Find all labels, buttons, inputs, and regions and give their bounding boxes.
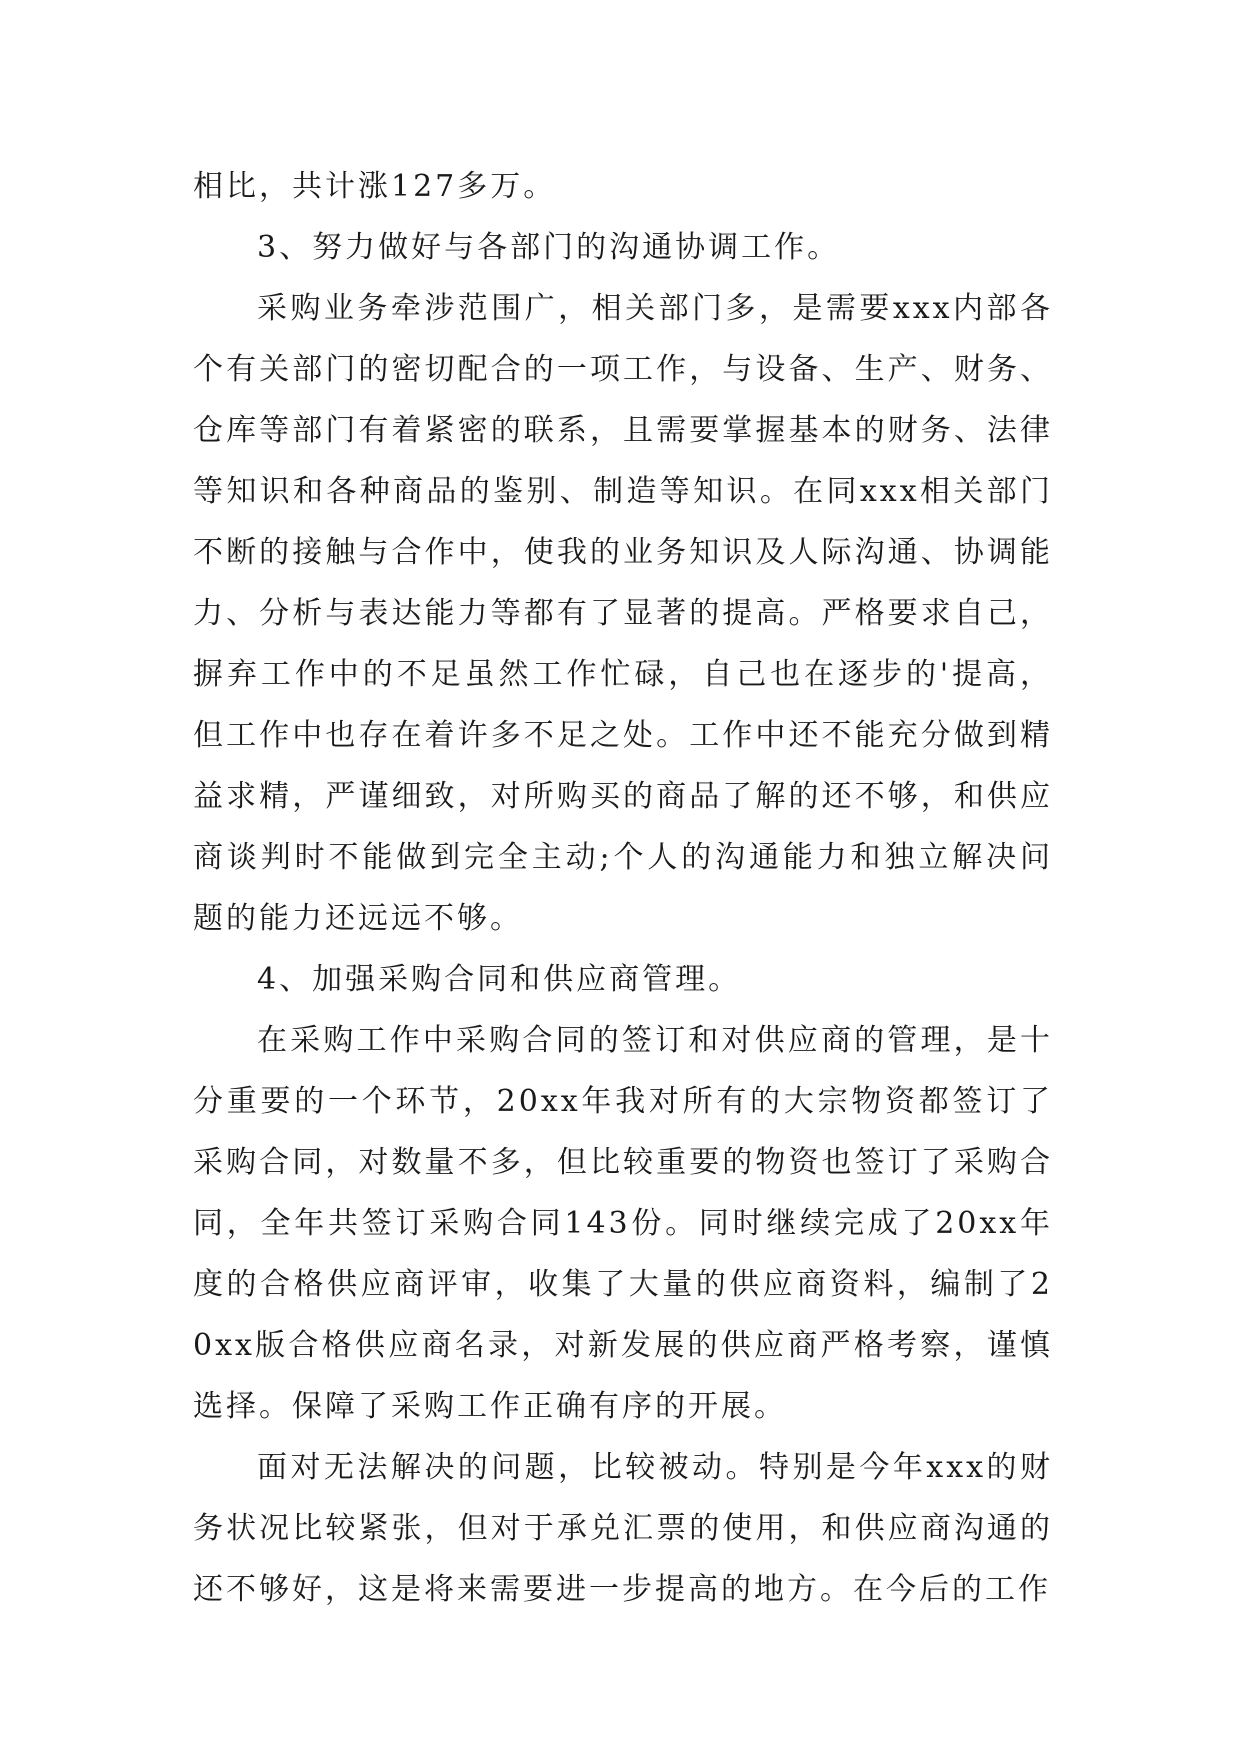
paragraph: 相比，共计涨127多万。 xyxy=(193,169,557,204)
section-heading: 3、努力做好与各部门的沟通协调工作。 xyxy=(257,230,841,265)
paragraph: 面对无法解决的问题，比较被动。特别是今年xxx的财务状况比较紧张，但对于承兑汇票的使用，和供应商沟通的还不够好，这是将来需要进一步提高的地方。在今后的工作 xyxy=(193,1450,1053,1607)
body-text xyxy=(193,156,1053,1620)
paragraph: 采购业务牵涉范围广，相关部门多，是需要xxx内部各个有关部门的密切配合的一项工作，与设备、生产、财务、仓库等部门有着紧密的联系，且需要掌握基本的财务、法律等知识和各种商品的鉴别、制造等知识。在同xxx相关部门不断的接触与合作中，使我的业务知识及人际沟通、协调能力、分析与表达能力等都有了显著的提高。严格要求自己，摒弃工作中的不足虽然工作忙碌，自己也在逐步的'提高，但工作中也存在着许多不足之处。工作中还不能充分做到精益求精，严谨细致，对所购买的商品了解的还不够，和供应商谈判时不能做到完全主动;个人的沟通能力和独立解决问题的能力还远远不够。 xyxy=(193,291,1053,936)
paragraph: 在采购工作中采购合同的签订和对供应商的管理，是十分重要的一个环节，20xx年我对所有的大宗物资都签订了采购合同，对数量不多，但比较重要的物资也签订了采购合同，全年共签订采购合同143份。同时继续完成了20xx年度的合格供应商评审，收集了大量的供应商资料，编制了20xx版合格供应商名录，对新发展的供应商严格考察，谨慎选择。保障了采购工作正确有序的开展。 xyxy=(193,1023,1053,1424)
section-heading: 4、加强采购合同和供应商管理。 xyxy=(257,962,742,997)
